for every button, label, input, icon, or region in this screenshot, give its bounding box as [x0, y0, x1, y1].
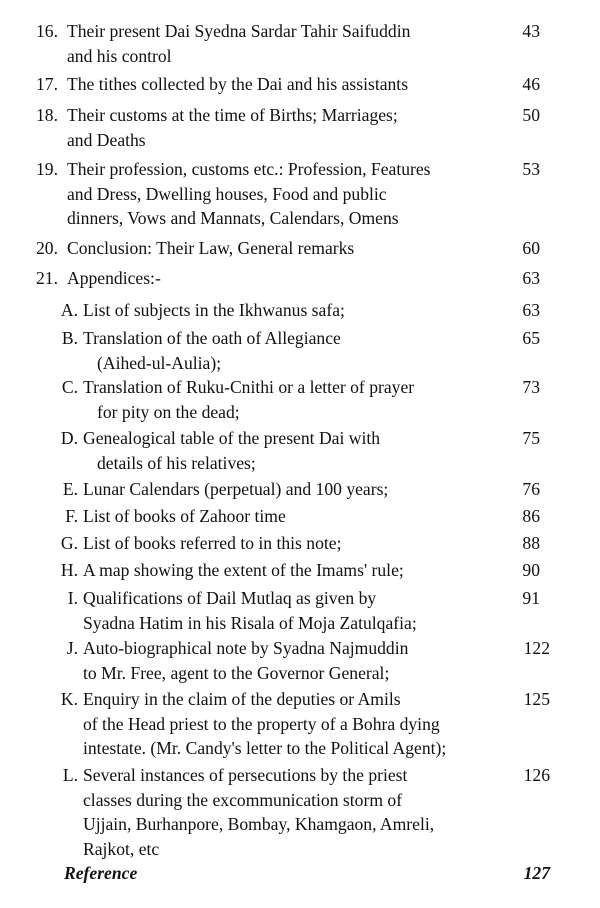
appendix-title-line: for pity on the dead; — [97, 401, 240, 422]
entry-title-line: and Dress, Dwelling houses, Food and public — [67, 183, 387, 204]
appendix-title-line: List of books of Zahoor time — [83, 506, 286, 526]
appendix-page-number: 63 — [522, 300, 540, 320]
entry-number: 18. — [36, 105, 58, 125]
appendix-title-line: Syadna Hatim in his Risala of Moja Zatulqafia; — [83, 612, 417, 633]
entry-title-line: Their profession, customs etc.: Profession, Features — [67, 159, 431, 179]
appendix-page-number: 125 — [523, 689, 550, 709]
appendix-letter: E. — [62, 479, 78, 499]
appendix-page-number: 86 — [522, 506, 540, 526]
appendix-letter: K. — [60, 689, 78, 709]
entry-title-line: Their customs at the time of Births; Marriages; — [67, 105, 398, 125]
appendix-letter: A. — [60, 300, 78, 320]
appendix-letter: J. — [66, 638, 78, 658]
appendix-page-number: 126 — [523, 765, 550, 785]
entry-page-number: 60 — [522, 238, 540, 258]
appendix-letter: C. — [61, 377, 78, 397]
appendix-letter: D. — [60, 428, 78, 448]
appendix-title-line: Lunar Calendars (perpetual) and 100 years; — [83, 479, 389, 499]
appendix-page-number: 76 — [522, 479, 540, 499]
entry-title-line: Conclusion: Their Law, General remarks — [67, 238, 355, 258]
appendix-title-line: Auto-biographical note by Syadna Najmuddin — [83, 638, 409, 658]
appendix-letter: G. — [60, 533, 78, 553]
entry-title-line: and Deaths — [67, 129, 146, 150]
entry-number: 16. — [36, 21, 58, 41]
appendix-title-line: List of subjects in the Ikhwanus safa; — [83, 300, 345, 320]
entry-number: 20. — [36, 238, 58, 258]
appendix-page-number: 75 — [522, 428, 540, 448]
appendix-letter: F. — [65, 506, 78, 526]
entry-title-line: dinners, Vows and Mannats, Calendars, Omens — [67, 208, 399, 228]
appendix-title-line: Enquiry in the claim of the deputies or Amils — [83, 689, 401, 709]
appendix-letter: I. — [67, 588, 78, 608]
appendix-page-number: 65 — [522, 328, 540, 348]
appendix-letter: B. — [61, 328, 78, 348]
entry-page-number: 43 — [522, 21, 540, 41]
appendix-letter: H. — [60, 560, 78, 580]
appendix-title-line: Ujjain, Burhanpore, Bombay, Khamgaon, Amreli, — [83, 814, 435, 834]
appendix-page-number: 91 — [522, 588, 540, 608]
entry-title-line: Appendices:- — [67, 268, 161, 288]
appendix-title-line: Qualifications of Dail Mutlaq as given by — [83, 588, 377, 608]
appendix-title-line: of the Head priest to the property of a Bohra dying — [83, 713, 440, 734]
appendix-title-line: to Mr. Free, agent to the Governor General; — [83, 662, 390, 683]
appendix-title-line: Translation of the oath of Allegiance — [83, 328, 341, 348]
entry-title-line: The tithes collected by the Dai and his assistants — [67, 74, 409, 94]
entry-number: 21. — [36, 268, 58, 288]
entry-page-number: 46 — [522, 74, 540, 94]
appendix-page-number: 73 — [522, 377, 540, 397]
entry-page-number: 63 — [522, 268, 540, 288]
entry-page-number: 50 — [522, 105, 540, 125]
appendix-title-line: Translation of Ruku-Cnithi or a letter of prayer — [83, 377, 415, 397]
appendix-page-number: 122 — [523, 638, 550, 658]
appendix-title-line: (Aihed-ul-Aulia); — [97, 352, 222, 373]
entry-title-line: Their present Dai Syedna Sardar Tahir Saifuddin — [67, 21, 411, 41]
reference-label: Reference — [64, 863, 138, 883]
appendix-title-line: Several instances of persecutions by the priest — [83, 765, 408, 785]
appendix-page-number: 90 — [522, 560, 540, 580]
entry-number: 17. — [36, 74, 58, 94]
reference-page-number: 127 — [523, 863, 550, 883]
appendix-title-line: A map showing the extent of the Imams' rule; — [83, 560, 404, 580]
appendix-title-line: classes during the excommunication storm of — [83, 789, 403, 810]
appendix-title-line: details of his relatives; — [97, 452, 256, 473]
entry-number: 19. — [36, 159, 58, 179]
appendix-page-number: 88 — [522, 533, 540, 553]
appendix-title-line: Genealogical table of the present Dai with — [83, 428, 381, 448]
entry-title-line: and his control — [67, 45, 172, 66]
entry-page-number: 53 — [522, 159, 540, 179]
appendix-letter: L. — [62, 765, 78, 785]
appendix-title-line: intestate. (Mr. Candy's letter to the Political Agent); — [83, 738, 447, 758]
appendix-title-line: Rajkot, etc — [83, 838, 160, 859]
appendix-title-line: List of books referred to in this note; — [83, 533, 342, 553]
